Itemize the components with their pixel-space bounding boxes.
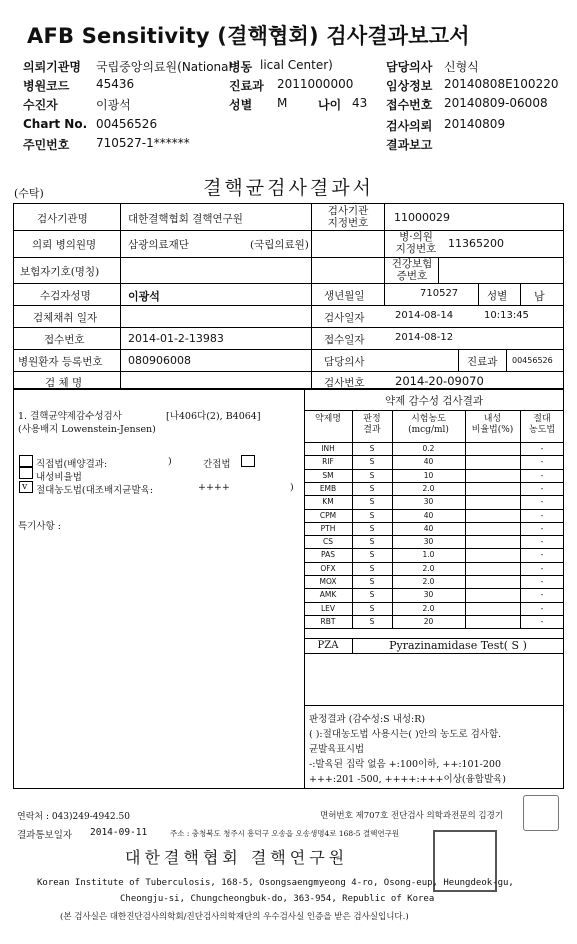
lab-code: 11000029: [394, 211, 450, 224]
divider: [384, 203, 385, 305]
drug-cell: -: [540, 537, 544, 547]
pza-label: PZA: [317, 640, 339, 652]
drug-cell: 40: [423, 457, 434, 467]
header-overlap-value: lical Center): [260, 58, 333, 72]
drug-cell: -: [540, 510, 544, 520]
insurance-label: 보험자기호(명칭): [20, 266, 100, 278]
drug-cell: S: [369, 616, 375, 626]
drug-cell: 0.2: [422, 444, 435, 453]
drug-name: INH: [321, 444, 335, 453]
drug-cell: -: [540, 470, 544, 480]
divider: [304, 455, 564, 456]
specimen-label: 검 체 명: [45, 377, 83, 389]
drug-cell: S: [369, 483, 375, 493]
divider: [304, 548, 564, 549]
divider: [13, 371, 564, 372]
sex: 남: [534, 290, 545, 303]
test-time: 10:13:45: [484, 310, 529, 321]
divider: [304, 410, 564, 411]
report-date-label: 결과통보일자: [17, 830, 73, 841]
req-name: 삼광의료재단: [128, 239, 189, 251]
header-value: 710527-1******: [96, 136, 190, 150]
header-value: 국립중앙의료원(National: [96, 60, 232, 74]
test-medium: (사용배지 Lowenstein-Jensen): [18, 424, 156, 435]
header-label: Chart No.: [23, 117, 88, 131]
header-value: 00456526: [96, 117, 158, 131]
req-code: 11365200: [448, 237, 504, 250]
drug-name: KM: [322, 497, 334, 507]
legend-line: +++:201 -500, ++++:+++이상(융합발육): [309, 774, 507, 785]
drug-table-header: 시험농도 (mcg/ml): [408, 414, 449, 435]
collect-label: 검체채취 일자: [33, 312, 98, 324]
drug-cell: 2.0: [422, 563, 435, 573]
lab-name-label: 검사기관명: [37, 213, 88, 225]
drug-cell: 30: [423, 537, 434, 547]
birth-label: 생년월일: [324, 290, 365, 302]
drug-name: RIF: [322, 457, 334, 467]
drug-cell: 20: [423, 616, 434, 626]
divider: [304, 495, 564, 496]
req-name-2: (국립의료원): [250, 239, 309, 251]
address-en-1: Korean Institute of Tuberculosis, 168-5, Osongsaengmyeong 4-ro, Osong-eup, Heungdeok-gu,: [37, 878, 514, 888]
drug-cell: S: [369, 603, 375, 613]
drug-table-header: 내성 비율법(%): [471, 414, 514, 435]
divider: [304, 628, 564, 629]
divider: [458, 349, 459, 371]
drug-cell: 2.0: [422, 603, 435, 613]
header-label: 임상정보: [386, 79, 433, 93]
drug-cell: S: [369, 470, 375, 480]
drug-cell: -: [540, 444, 544, 453]
drug-cell: -: [540, 523, 544, 533]
drug-cell: 40: [423, 523, 434, 533]
divider: [304, 482, 564, 483]
form-title: 결핵균검사결과서: [203, 177, 374, 199]
checkbox-indirect: [241, 455, 255, 467]
divider: [304, 562, 564, 563]
receipt-label: 접수번호: [44, 334, 85, 346]
receipt-date-label: 접수일자: [324, 334, 365, 346]
divider: [13, 305, 564, 306]
drug-name: RBT: [320, 616, 336, 626]
sex-label: 성별: [487, 290, 508, 302]
drug-cell: S: [369, 550, 375, 560]
header-label: 주민번호: [23, 138, 70, 152]
divider: [304, 469, 564, 470]
reg: 080906008: [128, 354, 191, 367]
drug-cell: 30: [423, 590, 434, 600]
drug-table-header: 절대 농도법: [528, 414, 556, 435]
drug-cell: S: [369, 497, 375, 507]
test-date-label: 검사일자: [324, 312, 365, 324]
header-label: 병원코드: [23, 79, 70, 93]
header-label: 담당의사: [386, 60, 433, 74]
header-value: 20140809-06008: [444, 96, 548, 110]
health-label: 건강보험 증번호: [391, 258, 433, 282]
header-label: 수진자: [23, 98, 58, 112]
header-label: 접수번호: [386, 98, 433, 112]
address-en-2: Cheongju-si, Chungcheongbuk-do, 363-954, Republic of Korea: [120, 894, 435, 904]
drug-table-header: 약제명: [314, 414, 342, 424]
divider: [13, 283, 564, 284]
notes-label: 특기사항 :: [18, 521, 61, 532]
divider: [438, 257, 439, 283]
divider: [506, 349, 507, 371]
drug-name: AMK: [319, 590, 337, 600]
divider: [13, 230, 564, 231]
divider: [304, 602, 564, 603]
method-direct-close: ): [168, 456, 172, 467]
address-ko: 주소 : 충청북도 청주시 흥덕구 오송읍 오송생명4로 168-5 결핵연구원: [170, 829, 400, 838]
drug-name: MOX: [319, 577, 337, 586]
legend-line: -:발육된 집락 없음 +:100이하, ++:101-200: [309, 759, 501, 770]
divider: [478, 283, 479, 305]
req-label: 의뢰 병의원명: [32, 239, 97, 251]
drug-name: PTH: [320, 523, 336, 533]
checkbox-direct: [19, 455, 33, 467]
receipt-date: 2014-08-12: [395, 332, 454, 343]
method-direct: 직접법(배양결과:: [36, 459, 108, 470]
test-date: 2014-08-14: [395, 310, 454, 321]
header-value: M: [277, 96, 288, 110]
divider: [311, 203, 312, 389]
header-value: 2011000000: [277, 77, 354, 91]
report-title: AFB Sensitivity (결핵협회) 검사결과보고서: [27, 24, 470, 48]
drug-cell: 30: [423, 497, 434, 507]
org-name: 대한결핵협회 결핵연구원: [125, 848, 349, 867]
drug-cell: -: [540, 550, 544, 560]
header-overlap-label: 병동: [229, 60, 253, 74]
method-indirect: 간접법: [203, 459, 231, 470]
checkbox-proportion: [19, 467, 33, 479]
test-no-label: 검사번호: [324, 377, 365, 389]
divider: [304, 535, 564, 536]
receipt: 2014-01-2-13983: [128, 332, 224, 345]
drug-cell: 40: [423, 510, 434, 520]
reg-label: 병원환자 등록번호: [18, 356, 103, 368]
report-date: 2014-09-11: [90, 827, 148, 838]
drug-cell: -: [540, 563, 544, 573]
test-no: 2014-20-09070: [395, 374, 484, 388]
drug-cell: S: [369, 577, 375, 586]
legend-line: 판정결과 (감수성:S 내성:R): [309, 714, 426, 725]
test-code: [나406다(2), B4064]: [166, 411, 261, 422]
drug-cell: -: [540, 603, 544, 613]
divider: [304, 575, 564, 576]
certification-notice: (본 검사실은 대한진단검사의학회/진단검사의학재단의 우수검사실 인증을 받은 검사실입니다.): [60, 912, 409, 922]
divider: [120, 203, 121, 389]
method-absolute: 절대농도법(대조배지균발육:: [36, 485, 154, 496]
drug-name: LEV: [320, 603, 336, 613]
legend-line: ( ):절대농도법 사용시는( )안의 농도로 검사함.: [309, 729, 502, 740]
drug-table-header: 판정 결과: [363, 414, 381, 435]
dept: 00456526: [512, 356, 553, 365]
drug-cell: 2.0: [422, 483, 435, 493]
divider: [13, 257, 564, 258]
req-code-label: 병·의원 지정번호: [395, 231, 437, 255]
header-label: 나이: [318, 98, 342, 112]
small-seal: [523, 795, 559, 831]
accreditation: 면허번호 제707호 전단검사 의학과전문의 김경기: [320, 811, 504, 821]
divider: [520, 283, 521, 305]
divider: [13, 349, 564, 350]
birth: 710527: [420, 288, 459, 299]
drug-cell: S: [369, 523, 375, 533]
drug-cell: -: [540, 590, 544, 600]
drug-cell: 2.0: [422, 577, 435, 586]
divider: [13, 327, 564, 328]
lab-code-label: 검사기관 지정번호: [327, 205, 369, 229]
divider: [304, 615, 564, 616]
form-tag: (수탁): [14, 187, 44, 200]
drug-cell: -: [540, 616, 544, 626]
drug-cell: S: [369, 444, 375, 453]
test-item: 1. 결핵균약제감수성검사: [18, 411, 122, 422]
divider: [304, 653, 564, 654]
legend-line: 균발육표시법: [309, 744, 365, 755]
doctor-label: 담당의사: [324, 356, 365, 368]
divider: [304, 522, 564, 523]
checkbox-mark: v: [22, 481, 28, 492]
drug-name: CPM: [319, 510, 337, 520]
drug-cell: S: [369, 590, 375, 600]
drug-cell: S: [369, 510, 375, 520]
patient-name: 이광석: [128, 290, 160, 303]
drug-cell: 10: [423, 470, 434, 480]
method-absolute-close: ): [290, 482, 294, 493]
divider: [304, 509, 564, 510]
header-value: 이광석: [96, 98, 131, 112]
divider: [304, 705, 564, 706]
drug-cell: S: [369, 457, 375, 467]
header-label: 검사의뢰: [386, 119, 433, 133]
drug-cell: 1.0: [422, 550, 435, 560]
drug-cell: S: [369, 563, 375, 573]
header-value: 20140808E100220: [444, 77, 559, 91]
header-label: 의뢰기관명: [23, 60, 81, 74]
method-proportion: 내성비율법: [36, 472, 82, 483]
drug-name: OFX: [320, 563, 336, 573]
pza-value: Pyrazinamidase Test( S ): [389, 639, 527, 653]
lab-name: 대한결핵협회 결핵연구원: [128, 213, 243, 225]
divider: [304, 442, 564, 443]
method-absolute-growth: ++++: [198, 482, 230, 493]
drug-cell: -: [540, 497, 544, 507]
drug-name: CS: [323, 537, 333, 547]
drug-table-title: 약제 감수성 검사결과: [385, 395, 483, 407]
header-label: 결과보고: [386, 138, 433, 152]
drug-name: SM: [322, 470, 334, 480]
header-label: 성별: [229, 98, 253, 112]
drug-cell: -: [540, 483, 544, 493]
phone: 연락처 : 043)249-4942.50: [17, 812, 130, 822]
drug-name: EMB: [319, 483, 337, 493]
header-value: 신형식: [444, 60, 479, 74]
header-label: 진료과: [229, 79, 264, 93]
dept-label: 진료과: [467, 356, 498, 368]
drug-cell: -: [540, 457, 544, 467]
patient-label: 수검자성명: [40, 290, 91, 302]
header-value: 43: [352, 96, 368, 110]
drug-name: PAS: [321, 550, 335, 560]
drug-cell: S: [369, 537, 375, 547]
header-value: 45436: [96, 77, 135, 91]
header-value: 20140809: [444, 117, 506, 131]
drug-cell: -: [540, 577, 544, 586]
divider: [304, 588, 564, 589]
